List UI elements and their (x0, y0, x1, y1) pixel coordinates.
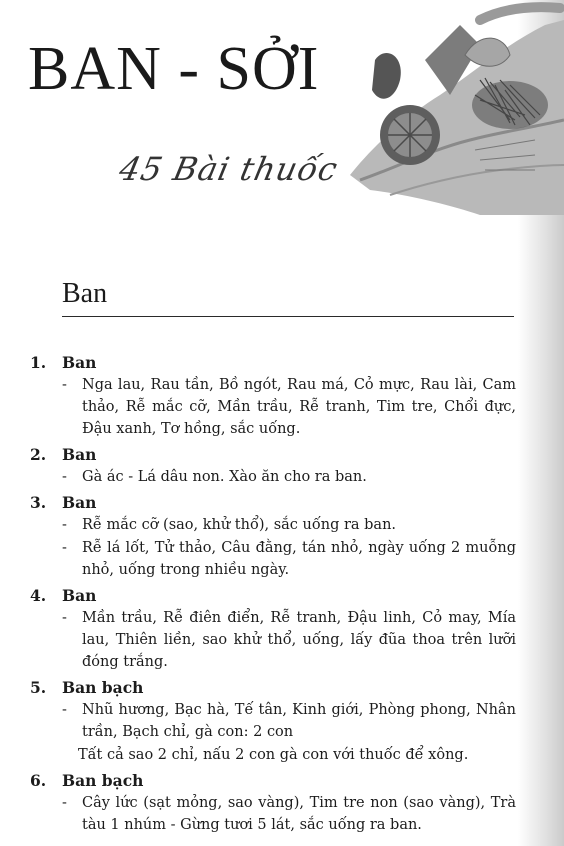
remedy-entry (30, 444, 516, 488)
bullet-dash: - (62, 795, 67, 811)
remedy-title: Ban bạch (62, 771, 144, 790)
remedy-header (30, 770, 516, 792)
remedy-item-text: Nga lau, Rau tần, Bồ ngót, Rau má, Cỏ mực, Rau lài, Cam thảo, Rễ mắc cỡ, Mần trầu, Rễ tranh, Tim tre, Chổi đực, Đậu xanh, Tơ hồng, sắc uống. (82, 377, 516, 437)
remedy-item-text: Nhũ hương, Bạc hà, Tế tân, Kinh giới, Phòng phong, Nhân trần, Bạch chỉ, gà con: 2 con (82, 702, 516, 740)
remedy-header (30, 585, 516, 607)
remedy-title: Ban (62, 353, 97, 372)
remedy-number: 4. (30, 586, 47, 605)
remedy-title: Ban (62, 493, 97, 512)
remedy-item (30, 792, 516, 836)
remedy-item (30, 607, 516, 673)
remedy-number: 6. (30, 771, 47, 790)
remedy-number: 3. (30, 493, 47, 512)
remedy-item (30, 374, 516, 440)
page-subtitle: 45 Bài thuốc (115, 150, 342, 188)
remedy-item (30, 537, 516, 581)
bullet-dash: - (62, 469, 67, 485)
remedy-title: Ban bạch (62, 678, 144, 697)
remedy-entry (30, 770, 516, 836)
remedy-number: 5. (30, 678, 47, 697)
remedy-title: Ban (62, 586, 97, 605)
remedy-item (30, 699, 516, 743)
remedy-item-text: Cây lức (sạt mỏng, sao vàng), Tim tre non (sao vàng), Trà tàu 1 nhúm - Gừng tươi 5 lát, sắc uống ra ban. (82, 795, 516, 833)
remedy-note: Tất cả sao 2 chỉ, nấu 2 con gà con với thuốc để xông. (78, 747, 469, 763)
remedy-header (30, 677, 516, 699)
remedy-list (30, 352, 516, 840)
remedy-entry (30, 352, 516, 440)
remedy-header (30, 352, 516, 374)
remedy-item-text: Rễ mắc cỡ (sao, khử thổ), sắc uống ra ban. (82, 517, 397, 533)
remedy-item (30, 514, 516, 536)
remedy-number: 1. (30, 353, 47, 372)
remedy-entry (30, 492, 516, 581)
remedy-item-text: Mần trầu, Rễ điên điển, Rễ tranh, Đậu linh, Cỏ may, Mía lau, Thiên liền, sao khử thổ, uống, lấy đũa thoa trên lưỡi đóng trắng. (82, 610, 516, 670)
remedy-entry (30, 585, 516, 673)
remedy-header (30, 444, 516, 466)
bullet-dash: - (62, 377, 67, 393)
remedy-entry (30, 677, 516, 766)
remedy-header (30, 492, 516, 514)
remedy-title: Ban (62, 445, 97, 464)
bullet-dash: - (62, 610, 67, 626)
remedy-number: 2. (30, 445, 47, 464)
bullet-dash: - (62, 517, 67, 533)
hand-holding-herbs-icon (330, 0, 564, 215)
remedy-item-text: Rễ lá lốt, Tử thảo, Câu đằng, tán nhỏ, ngày uống 2 muỗng nhỏ, uống trong nhiều ngày. (82, 540, 516, 578)
remedy-item (30, 466, 516, 488)
bullet-dash: - (62, 540, 67, 556)
section-heading: Ban (62, 278, 108, 309)
page-title: BAN - SỞI (28, 35, 320, 103)
section-divider (62, 316, 514, 317)
bullet-dash: - (62, 702, 67, 718)
remedy-item-text: Gà ác - Lá dâu non. Xào ăn cho ra ban. (82, 469, 367, 485)
